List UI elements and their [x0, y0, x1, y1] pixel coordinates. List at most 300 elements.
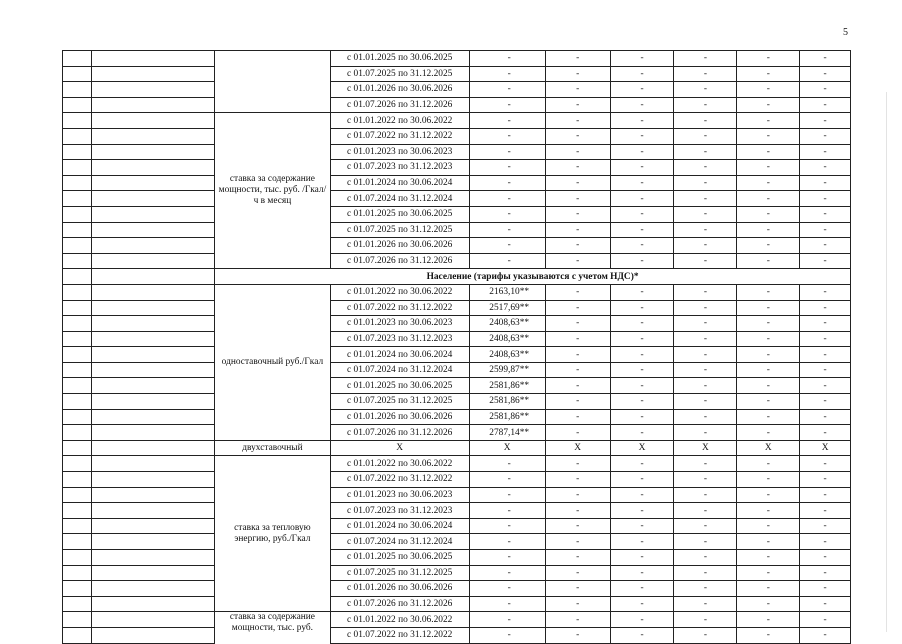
tariff-value-cell: -: [800, 253, 851, 269]
tariff-type-label: ставка за содержание мощности, тыс. руб.: [215, 612, 331, 643]
org-name-cell: [92, 596, 215, 612]
tariff-value-cell: -: [469, 472, 545, 488]
tariff-value-cell: -: [737, 206, 800, 222]
org-name-cell: [92, 627, 215, 643]
tariff-value-cell: -: [674, 331, 737, 347]
period-cell: с 01.01.2026 по 30.06.2026: [330, 581, 469, 597]
period-cell: с 01.01.2023 по 30.06.2023: [330, 487, 469, 503]
table-row: [63, 534, 851, 550]
org-name-cell: [92, 82, 215, 98]
tariff-value-cell: -: [674, 222, 737, 238]
tariff-value-cell: -: [800, 97, 851, 113]
tariff-type-label: ставка за содержание мощности, тыс. руб. /Гкал/ч в месяц: [215, 113, 331, 269]
tariff-value-cell: -: [469, 612, 545, 628]
tariff-value-cell: -: [610, 472, 674, 488]
tariff-value-cell: 2408,63**: [469, 347, 545, 363]
two-part-tariff-row: [63, 440, 851, 456]
tariff-value-cell: -: [610, 456, 674, 472]
tariff-value-cell: 2408,63**: [469, 316, 545, 332]
table-row: [63, 128, 851, 144]
tariff-value-cell: -: [674, 347, 737, 363]
tariff-value-cell: -: [545, 409, 610, 425]
row-number-cell: [63, 425, 92, 441]
row-number-cell: [63, 269, 92, 285]
tariff-value-cell: -: [737, 97, 800, 113]
org-name-cell: [92, 565, 215, 581]
tariff-value-cell: -: [737, 487, 800, 503]
tariff-value-cell: -: [800, 596, 851, 612]
org-name-cell: [92, 612, 215, 628]
tariff-value-cell: -: [545, 534, 610, 550]
tariff-value-cell: 2581,86**: [469, 409, 545, 425]
org-name-cell: [92, 269, 215, 285]
tariff-value-cell: -: [610, 316, 674, 332]
org-name-cell: [92, 550, 215, 566]
tariff-value-cell: -: [737, 316, 800, 332]
org-name-cell: [92, 503, 215, 519]
tariff-value-cell: -: [737, 472, 800, 488]
period-cell: с 01.01.2024 по 30.06.2024: [330, 175, 469, 191]
tariff-value-cell: -: [737, 518, 800, 534]
tariff-value-cell: -: [800, 82, 851, 98]
tariff-value-cell: -: [545, 97, 610, 113]
tariff-value-cell: -: [610, 206, 674, 222]
tariff-value-cell: -: [610, 51, 674, 67]
period-cell: с 01.01.2026 по 30.06.2026: [330, 82, 469, 98]
tariff-value-cell: -: [469, 518, 545, 534]
tariff-value-cell: -: [610, 596, 674, 612]
tariff-value-cell: -: [545, 206, 610, 222]
row-number-cell: [63, 300, 92, 316]
tariff-value-cell: -: [737, 456, 800, 472]
tariff-value-cell: -: [674, 503, 737, 519]
tariff-value-cell: -: [737, 550, 800, 566]
tariff-value-cell: -: [737, 284, 800, 300]
tariff-value-cell: -: [545, 222, 610, 238]
tariff-value-cell: -: [800, 113, 851, 129]
tariff-value-cell: 2599,87**: [469, 362, 545, 378]
tariff-value-cell: -: [610, 300, 674, 316]
period-cell: с 01.01.2023 по 30.06.2023: [330, 316, 469, 332]
row-number-cell: [63, 160, 92, 176]
period-cell: с 01.07.2023 по 31.12.2023: [330, 503, 469, 519]
tariff-value-cell: -: [545, 472, 610, 488]
period-cell: с 01.07.2022 по 31.12.2022: [330, 472, 469, 488]
tariff-value-cell: -: [545, 191, 610, 207]
tariff-value-cell: -: [545, 82, 610, 98]
org-name-cell: [92, 362, 215, 378]
table-row: [63, 565, 851, 581]
row-number-cell: [63, 596, 92, 612]
row-number-cell: [63, 97, 92, 113]
tariff-value-cell: -: [800, 300, 851, 316]
row-number-cell: [63, 627, 92, 643]
table-row: [63, 206, 851, 222]
row-number-cell: [63, 284, 92, 300]
org-name-cell: [92, 160, 215, 176]
org-name-cell: [92, 316, 215, 332]
period-cell: с 01.07.2022 по 31.12.2022: [330, 128, 469, 144]
tariff-value-cell: -: [737, 347, 800, 363]
tariff-value-cell: -: [545, 456, 610, 472]
org-name-cell: [92, 581, 215, 597]
tariff-value-cell: -: [610, 66, 674, 82]
tariff-value-cell: -: [469, 253, 545, 269]
tariff-value-cell: -: [610, 487, 674, 503]
tariff-value-cell: -: [674, 175, 737, 191]
x-mark-cell: X: [674, 440, 737, 456]
tariff-value-cell: -: [800, 409, 851, 425]
tariff-value-cell: -: [800, 534, 851, 550]
row-number-cell: [63, 316, 92, 332]
x-mark-cell: X: [545, 440, 610, 456]
period-cell: с 01.07.2026 по 31.12.2026: [330, 596, 469, 612]
tariff-value-cell: -: [737, 113, 800, 129]
table-row: [63, 425, 851, 441]
tariff-value-cell: -: [674, 456, 737, 472]
row-number-cell: [63, 128, 92, 144]
tariff-value-cell: -: [545, 565, 610, 581]
tariff-value-cell: -: [737, 627, 800, 643]
tariff-value-cell: -: [610, 253, 674, 269]
tariff-value-cell: -: [737, 596, 800, 612]
tariff-value-cell: -: [800, 627, 851, 643]
tariff-value-cell: -: [545, 113, 610, 129]
table-row: [63, 409, 851, 425]
row-number-cell: [63, 191, 92, 207]
tariff-value-cell: -: [737, 378, 800, 394]
org-name-cell: [92, 206, 215, 222]
period-cell: с 01.07.2025 по 31.12.2025: [330, 394, 469, 410]
table-row: [63, 347, 851, 363]
tariff-value-cell: -: [610, 160, 674, 176]
tariff-value-cell: -: [545, 66, 610, 82]
tariff-value-cell: -: [674, 550, 737, 566]
period-cell: с 01.01.2025 по 30.06.2025: [330, 51, 469, 67]
tariff-value-cell: -: [545, 518, 610, 534]
section-header: Население (тарифы указываются с учетом НДС)*: [215, 269, 851, 285]
org-name-cell: [92, 300, 215, 316]
table-row: [63, 82, 851, 98]
org-name-cell: [92, 222, 215, 238]
tariff-value-cell: -: [674, 113, 737, 129]
tariff-value-cell: -: [800, 331, 851, 347]
row-number-cell: [63, 51, 92, 67]
table-row: [63, 175, 851, 191]
table-row: [63, 596, 851, 612]
tariff-value-cell: -: [674, 581, 737, 597]
tariff-value-cell: -: [674, 300, 737, 316]
row-number-cell: [63, 362, 92, 378]
row-number-cell: [63, 206, 92, 222]
period-cell: с 01.07.2024 по 31.12.2024: [330, 362, 469, 378]
tariff-value-cell: -: [545, 627, 610, 643]
tariff-value-cell: -: [800, 472, 851, 488]
x-mark-cell: X: [610, 440, 674, 456]
tariff-value-cell: -: [800, 66, 851, 82]
row-number-cell: [63, 394, 92, 410]
period-cell: с 01.07.2022 по 31.12.2022: [330, 300, 469, 316]
tariff-value-cell: -: [674, 128, 737, 144]
period-cell: с 01.07.2026 по 31.12.2026: [330, 253, 469, 269]
tariff-value-cell: -: [610, 144, 674, 160]
row-number-cell: [63, 518, 92, 534]
tariff-value-cell: -: [674, 627, 737, 643]
table-row: [63, 66, 851, 82]
row-number-cell: [63, 612, 92, 628]
tariff-value-cell: -: [610, 394, 674, 410]
tariff-value-cell: -: [800, 206, 851, 222]
tariff-value-cell: -: [674, 82, 737, 98]
period-cell: с 01.07.2026 по 31.12.2026: [330, 425, 469, 441]
row-number-cell: [63, 409, 92, 425]
period-cell: с 01.01.2025 по 30.06.2025: [330, 378, 469, 394]
tariff-value-cell: -: [800, 487, 851, 503]
tariff-value-cell: -: [469, 550, 545, 566]
tariff-value-cell: -: [469, 97, 545, 113]
org-name-cell: [92, 378, 215, 394]
tariff-value-cell: -: [800, 378, 851, 394]
tariff-value-cell: -: [800, 612, 851, 628]
tariff-value-cell: -: [469, 534, 545, 550]
org-name-cell: [92, 191, 215, 207]
org-name-cell: [92, 394, 215, 410]
row-number-cell: [63, 175, 92, 191]
tariff-value-cell: -: [800, 144, 851, 160]
tariff-value-cell: -: [469, 128, 545, 144]
org-name-cell: [92, 487, 215, 503]
table-row: [63, 394, 851, 410]
tariff-value-cell: -: [610, 409, 674, 425]
tariff-value-cell: -: [545, 51, 610, 67]
tariff-value-cell: -: [610, 425, 674, 441]
tariff-value-cell: -: [800, 175, 851, 191]
tariff-value-cell: -: [737, 503, 800, 519]
tariff-value-cell: -: [674, 316, 737, 332]
tariff-value-cell: 2581,86**: [469, 394, 545, 410]
tariff-value-cell: -: [610, 128, 674, 144]
org-name-cell: [92, 97, 215, 113]
table-row: [63, 487, 851, 503]
tariff-value-cell: -: [674, 565, 737, 581]
tariff-value-cell: -: [469, 51, 545, 67]
tariff-value-cell: -: [610, 331, 674, 347]
tariff-value-cell: -: [469, 503, 545, 519]
tariff-value-cell: -: [674, 144, 737, 160]
tariff-value-cell: -: [800, 456, 851, 472]
org-name-cell: [92, 113, 215, 129]
tariff-value-cell: -: [545, 612, 610, 628]
x-mark-cell: X: [737, 440, 800, 456]
tariff-value-cell: -: [545, 503, 610, 519]
row-number-cell: [63, 222, 92, 238]
org-name-cell: [92, 144, 215, 160]
tariff-value-cell: -: [674, 612, 737, 628]
tariff-value-cell: -: [737, 160, 800, 176]
tariff-value-cell: -: [545, 581, 610, 597]
tariff-value-cell: -: [737, 534, 800, 550]
row-number-cell: [63, 456, 92, 472]
period-cell: с 01.07.2024 по 31.12.2024: [330, 534, 469, 550]
page-number: 5: [843, 27, 848, 38]
row-number-cell: [63, 253, 92, 269]
tariff-value-cell: -: [610, 175, 674, 191]
table-row: [63, 378, 851, 394]
org-name-cell: [92, 175, 215, 191]
tariff-value-cell: -: [610, 97, 674, 113]
tariff-value-cell: -: [610, 222, 674, 238]
org-name-cell: [92, 347, 215, 363]
tariff-value-cell: -: [737, 362, 800, 378]
tariff-value-cell: -: [800, 160, 851, 176]
row-number-cell: [63, 82, 92, 98]
tariff-value-cell: -: [737, 253, 800, 269]
period-cell: с 01.01.2024 по 30.06.2024: [330, 518, 469, 534]
tariff-value-cell: -: [674, 206, 737, 222]
row-number-cell: [63, 144, 92, 160]
tariff-value-cell: -: [545, 331, 610, 347]
tariff-value-cell: -: [800, 222, 851, 238]
tariff-value-cell: 2408,63**: [469, 331, 545, 347]
table-row: [63, 284, 851, 300]
tariff-value-cell: 2787,14**: [469, 425, 545, 441]
tariff-value-cell: -: [469, 206, 545, 222]
tariff-value-cell: -: [800, 550, 851, 566]
tariff-value-cell: -: [800, 128, 851, 144]
period-cell: с 01.07.2024 по 31.12.2024: [330, 191, 469, 207]
tariff-value-cell: 2517,69**: [469, 300, 545, 316]
tariff-value-cell: -: [737, 82, 800, 98]
tariff-value-cell: -: [800, 425, 851, 441]
row-number-cell: [63, 581, 92, 597]
row-number-cell: [63, 534, 92, 550]
row-number-cell: [63, 331, 92, 347]
tariff-value-cell: -: [469, 222, 545, 238]
tariff-value-cell: -: [545, 128, 610, 144]
table-row: [63, 97, 851, 113]
tariff-value-cell: -: [610, 113, 674, 129]
tariff-value-cell: -: [545, 362, 610, 378]
tariff-value-cell: -: [674, 362, 737, 378]
tariff-value-cell: -: [610, 534, 674, 550]
tariff-value-cell: -: [469, 144, 545, 160]
table-row: [63, 300, 851, 316]
tariff-value-cell: -: [800, 191, 851, 207]
tariff-value-cell: -: [610, 518, 674, 534]
section-header-row: [63, 269, 851, 285]
period-cell: с 01.07.2023 по 31.12.2023: [330, 160, 469, 176]
tariff-value-cell: -: [800, 316, 851, 332]
period-cell: с 01.07.2026 по 31.12.2026: [330, 97, 469, 113]
tariff-type-label: [215, 51, 331, 113]
row-number-cell: [63, 472, 92, 488]
period-cell: с 01.01.2026 по 30.06.2026: [330, 409, 469, 425]
tariff-value-cell: -: [737, 51, 800, 67]
tariff-value-cell: -: [610, 191, 674, 207]
tariff-value-cell: -: [610, 581, 674, 597]
tariff-value-cell: -: [545, 487, 610, 503]
tariff-value-cell: -: [674, 425, 737, 441]
x-mark-cell: X: [469, 440, 545, 456]
tariff-value-cell: -: [469, 456, 545, 472]
tariff-value-cell: -: [737, 394, 800, 410]
tariff-value-cell: -: [674, 66, 737, 82]
period-cell: с 01.01.2022 по 30.06.2022: [330, 456, 469, 472]
tariff-value-cell: -: [674, 487, 737, 503]
org-name-cell: [92, 128, 215, 144]
table-row: [63, 627, 851, 643]
tariff-value-cell: -: [674, 534, 737, 550]
tariff-value-cell: -: [737, 66, 800, 82]
tariff-value-cell: -: [674, 97, 737, 113]
org-name-cell: [92, 425, 215, 441]
tariff-value-cell: -: [545, 550, 610, 566]
table-row: [63, 238, 851, 254]
tariff-value-cell: -: [674, 596, 737, 612]
tariff-value-cell: -: [545, 425, 610, 441]
tariff-value-cell: -: [800, 238, 851, 254]
table-row: [63, 503, 851, 519]
row-number-cell: [63, 66, 92, 82]
tariff-value-cell: -: [469, 160, 545, 176]
tariff-value-cell: -: [800, 503, 851, 519]
period-cell: с 01.07.2023 по 31.12.2023: [330, 331, 469, 347]
tariff-value-cell: -: [610, 238, 674, 254]
tariff-value-cell: -: [800, 362, 851, 378]
row-number-cell: [63, 113, 92, 129]
tariff-table: [62, 50, 851, 644]
tariff-type-label: двухставочный: [215, 440, 331, 456]
tariff-value-cell: -: [545, 347, 610, 363]
period-cell: с 01.01.2026 по 30.06.2026: [330, 238, 469, 254]
table-row: [63, 331, 851, 347]
org-name-cell: [92, 456, 215, 472]
x-mark-cell: X: [330, 440, 469, 456]
org-name-cell: [92, 66, 215, 82]
period-cell: с 01.01.2022 по 30.06.2022: [330, 284, 469, 300]
tariff-value-cell: -: [737, 128, 800, 144]
tariff-value-cell: 2581,86**: [469, 378, 545, 394]
table-row: [63, 160, 851, 176]
tariff-value-cell: -: [737, 331, 800, 347]
tariff-value-cell: -: [674, 191, 737, 207]
x-mark-cell: X: [800, 440, 851, 456]
table-row: [63, 113, 851, 129]
tariff-value-cell: -: [610, 503, 674, 519]
tariff-value-cell: -: [545, 144, 610, 160]
tariff-value-cell: -: [800, 51, 851, 67]
tariff-value-cell: -: [737, 612, 800, 628]
period-cell: с 01.01.2025 по 30.06.2025: [330, 206, 469, 222]
table-row: [63, 222, 851, 238]
tariff-value-cell: -: [674, 160, 737, 176]
tariff-value-cell: -: [469, 627, 545, 643]
row-number-cell: [63, 503, 92, 519]
tariff-value-cell: -: [610, 565, 674, 581]
tariff-value-cell: -: [674, 394, 737, 410]
tariff-value-cell: -: [545, 394, 610, 410]
org-name-cell: [92, 284, 215, 300]
table-row: [63, 51, 851, 67]
period-cell: с 01.07.2022 по 31.12.2022: [330, 627, 469, 643]
tariff-value-cell: -: [737, 144, 800, 160]
tariff-value-cell: -: [469, 191, 545, 207]
scan-edge-line: [886, 92, 887, 632]
period-cell: с 01.01.2022 по 30.06.2022: [330, 113, 469, 129]
table-row: [63, 316, 851, 332]
tariff-value-cell: -: [469, 82, 545, 98]
period-cell: с 01.01.2025 по 30.06.2025: [330, 550, 469, 566]
